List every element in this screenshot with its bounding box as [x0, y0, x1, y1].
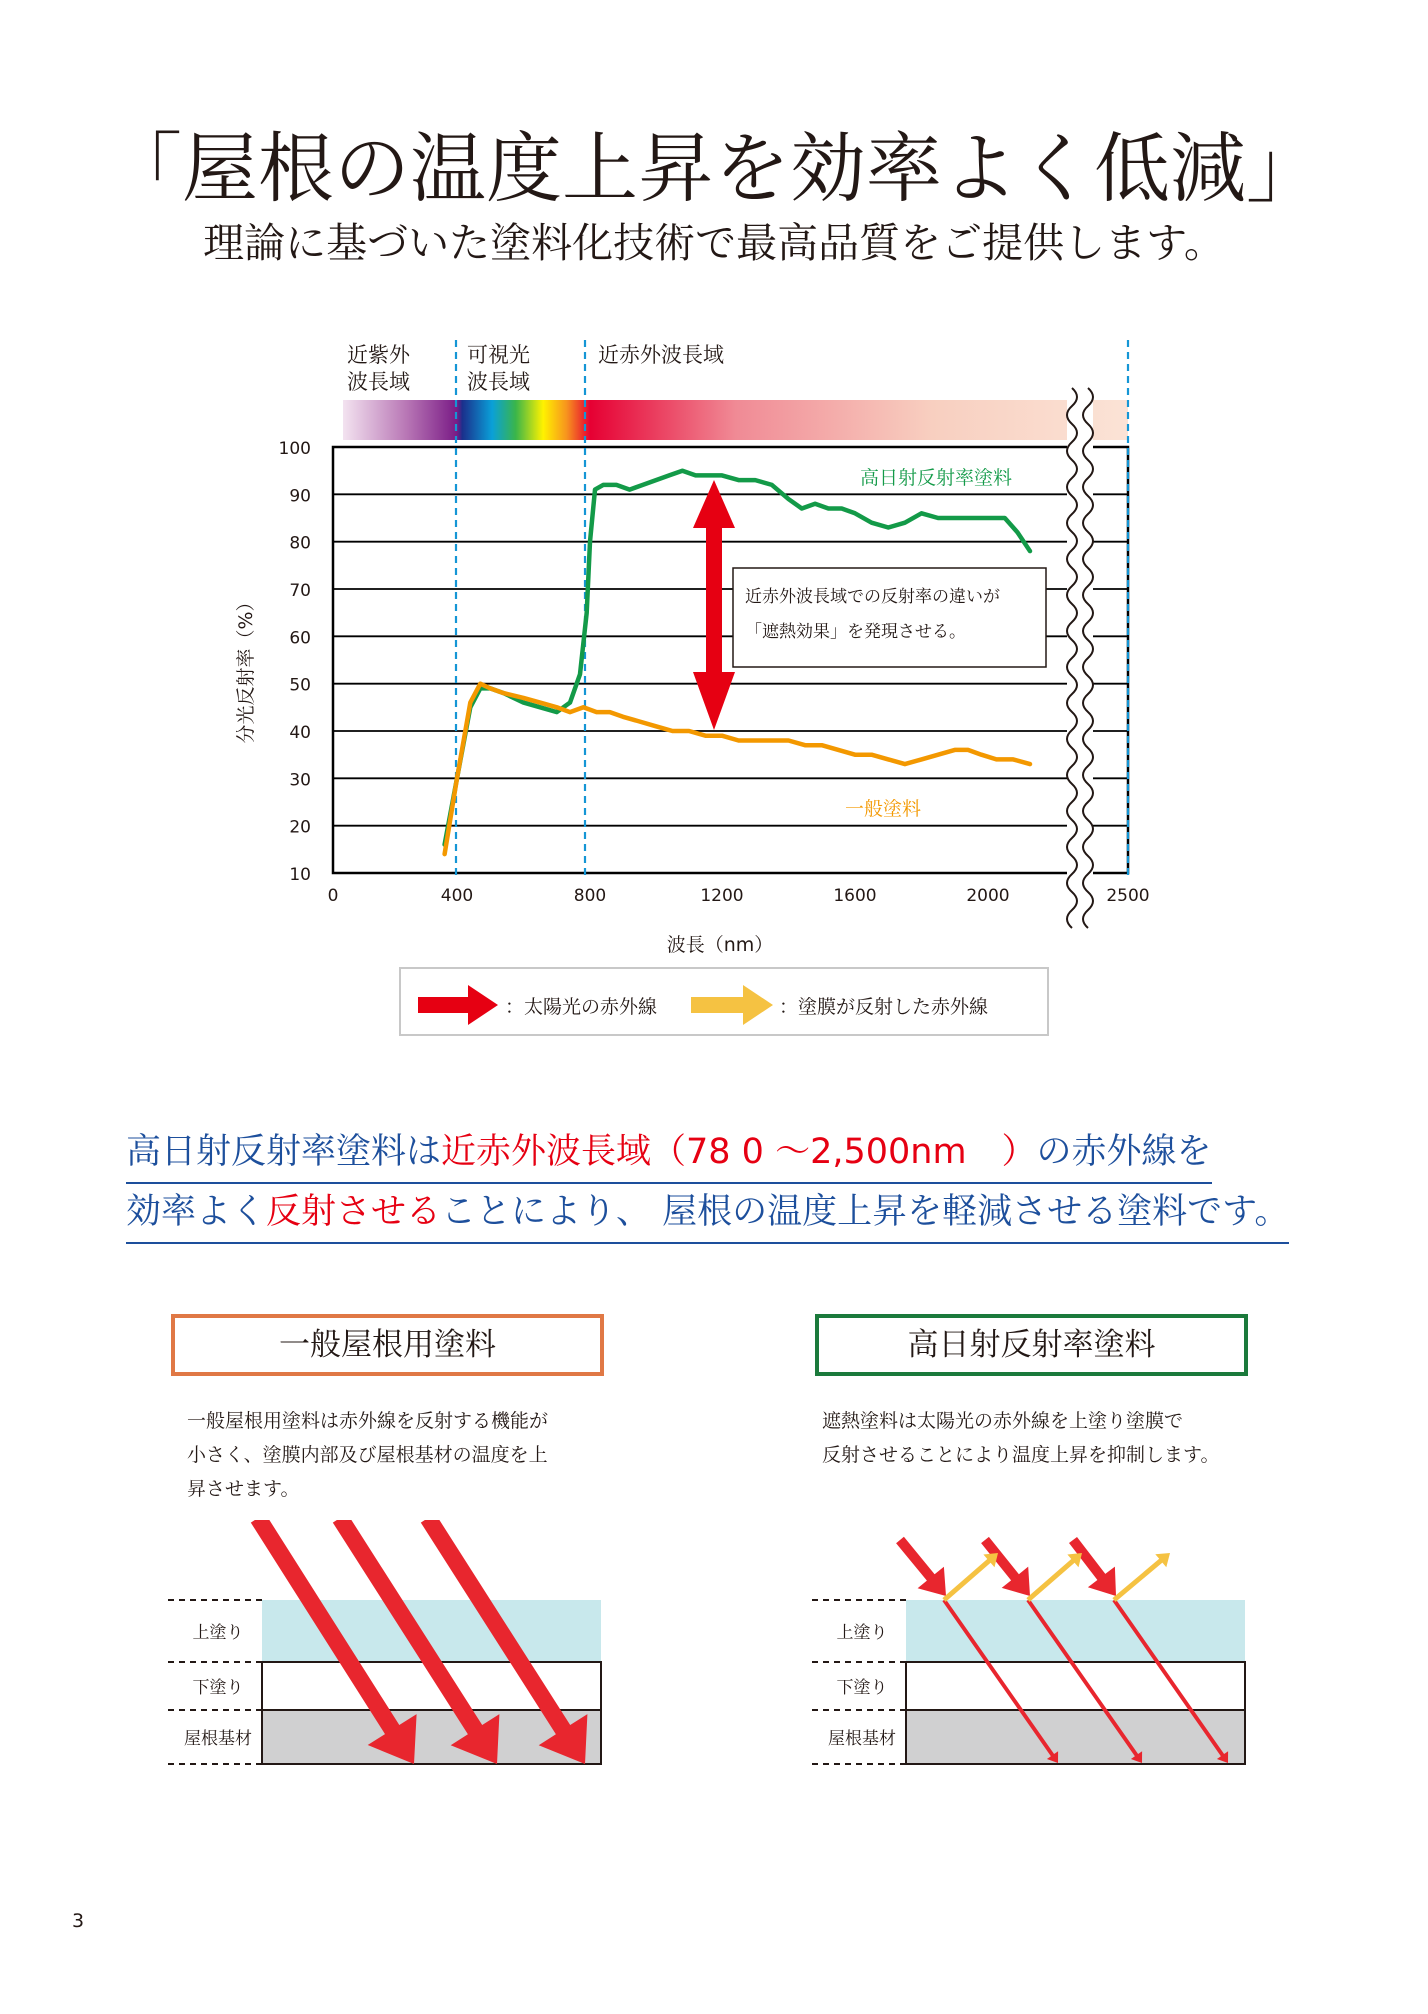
general-paint-title-box — [171, 1314, 604, 1376]
y-tick-label: 90 — [289, 486, 311, 507]
y-tick-label: 80 — [289, 533, 311, 554]
page-number: 3 — [72, 1910, 85, 1932]
summary-segment: ことにより、 屋根の温度上昇を軽減させる塗料です。 — [441, 1192, 1290, 1232]
legend-label: ：太陽光の赤外線 — [505, 996, 658, 1018]
annotation-text: 「遮熱効果」を発現させる。 — [745, 622, 966, 642]
y-tick-label: 60 — [289, 628, 311, 649]
summary-segment: 高日射反射率塗料は — [126, 1132, 442, 1172]
y-tick-label: 10 — [289, 865, 311, 885]
summary-segment: の赤外線を — [1036, 1132, 1212, 1172]
x-tick-label: 1600 — [833, 886, 877, 906]
reflected-infrared-arrow — [942, 1553, 998, 1602]
y-tick-label: 40 — [289, 723, 311, 743]
reflective-paint-title-box — [815, 1314, 1248, 1376]
general-desc-line: 昇させます。 — [187, 1478, 300, 1500]
x-tick-label: 400 — [440, 886, 474, 906]
general-paint-diagram — [168, 1520, 601, 1764]
annotation-box — [733, 568, 1046, 667]
summary-text — [126, 1122, 1326, 1252]
region-label: 近赤外波長域 — [598, 343, 724, 367]
summary-segment: 反射させる — [266, 1192, 442, 1232]
y-tick-label: 100 — [278, 439, 311, 459]
general-desc-line: 一般屋根用塗料は赤外線を反射する機能が — [187, 1410, 549, 1432]
y-axis-label: 分光反射率（%） — [235, 592, 257, 744]
series-label: 一般塗料 — [845, 798, 922, 820]
layer-label: 上塗り — [836, 1623, 888, 1643]
page-subtitle: 理論に基づいた塗料化技術で最高品質をご提供します。 — [203, 219, 1225, 267]
layer-label: 下塗り — [836, 1678, 888, 1698]
region-label: 近紫外 — [347, 343, 410, 367]
y-tick-label: 50 — [289, 675, 311, 696]
x-tick-label: 2500 — [1106, 886, 1150, 906]
summary-line-1 — [126, 1122, 1212, 1184]
summary-line-2 — [126, 1182, 1289, 1244]
x-tick-label: 800 — [573, 886, 607, 906]
region-label: 可視光 — [467, 343, 530, 367]
reflective-desc-line: 遮熱塗料は太陽光の赤外線を上塗り塗膜で — [822, 1410, 1184, 1432]
reflected-infrared-arrow — [1026, 1553, 1082, 1602]
x-tick-label: 2000 — [966, 886, 1010, 906]
layer-label: 屋根基材 — [828, 1729, 896, 1749]
y-tick-label: 70 — [289, 581, 311, 601]
top-coat-layer — [906, 1600, 1245, 1662]
region-label: 波長域 — [347, 370, 410, 394]
summary-segment: 近赤外波長域（78 0 ～2,500nm ） — [441, 1132, 1037, 1172]
reflective-paint-title: 高日射反射率塗料 — [907, 1327, 1156, 1363]
page-title: 「屋根の温度上昇を効率よく低減」 — [106, 124, 1322, 213]
reflective-paint-description — [822, 1404, 1252, 1472]
general-desc-line: 小さく、塗膜内部及び屋根基材の温度を上 — [187, 1444, 548, 1466]
x-tick-label: 1200 — [700, 886, 744, 906]
x-tick-label: 0 — [327, 886, 339, 906]
y-tick-label: 20 — [289, 817, 311, 838]
spectrum-bar — [343, 400, 1128, 440]
layer-label: 上塗り — [192, 1623, 244, 1643]
reflective-paint-diagram — [812, 1537, 1245, 1764]
roof-substrate-layer — [906, 1710, 1245, 1764]
layer-diagrams — [0, 1520, 1428, 1840]
y-tick-label: 30 — [289, 770, 311, 791]
summary-segment: 効率よく — [126, 1192, 267, 1232]
legend-label: ：塗膜が反射した赤外線 — [779, 996, 989, 1018]
x-axis-label: 波長（nm） — [666, 934, 774, 956]
region-label: 波長域 — [467, 370, 530, 394]
infrared-arrow — [1069, 1537, 1116, 1596]
layer-label: 屋根基材 — [184, 1729, 252, 1749]
reflective-desc-line: 反射させることにより温度上昇を抑制します。 — [822, 1444, 1220, 1466]
general-paint-description — [187, 1404, 617, 1506]
series-label: 高日射反射率塗料 — [860, 467, 1013, 489]
general-paint-title: 一般屋根用塗料 — [279, 1327, 496, 1363]
infrared-arrow — [896, 1537, 946, 1596]
infrared-arrow — [981, 1537, 1030, 1596]
reflected-infrared-arrow — [1112, 1553, 1170, 1602]
annotation-text: 近赤外波長域での反射率の違いが — [745, 587, 1000, 607]
layer-label: 下塗り — [192, 1678, 244, 1698]
